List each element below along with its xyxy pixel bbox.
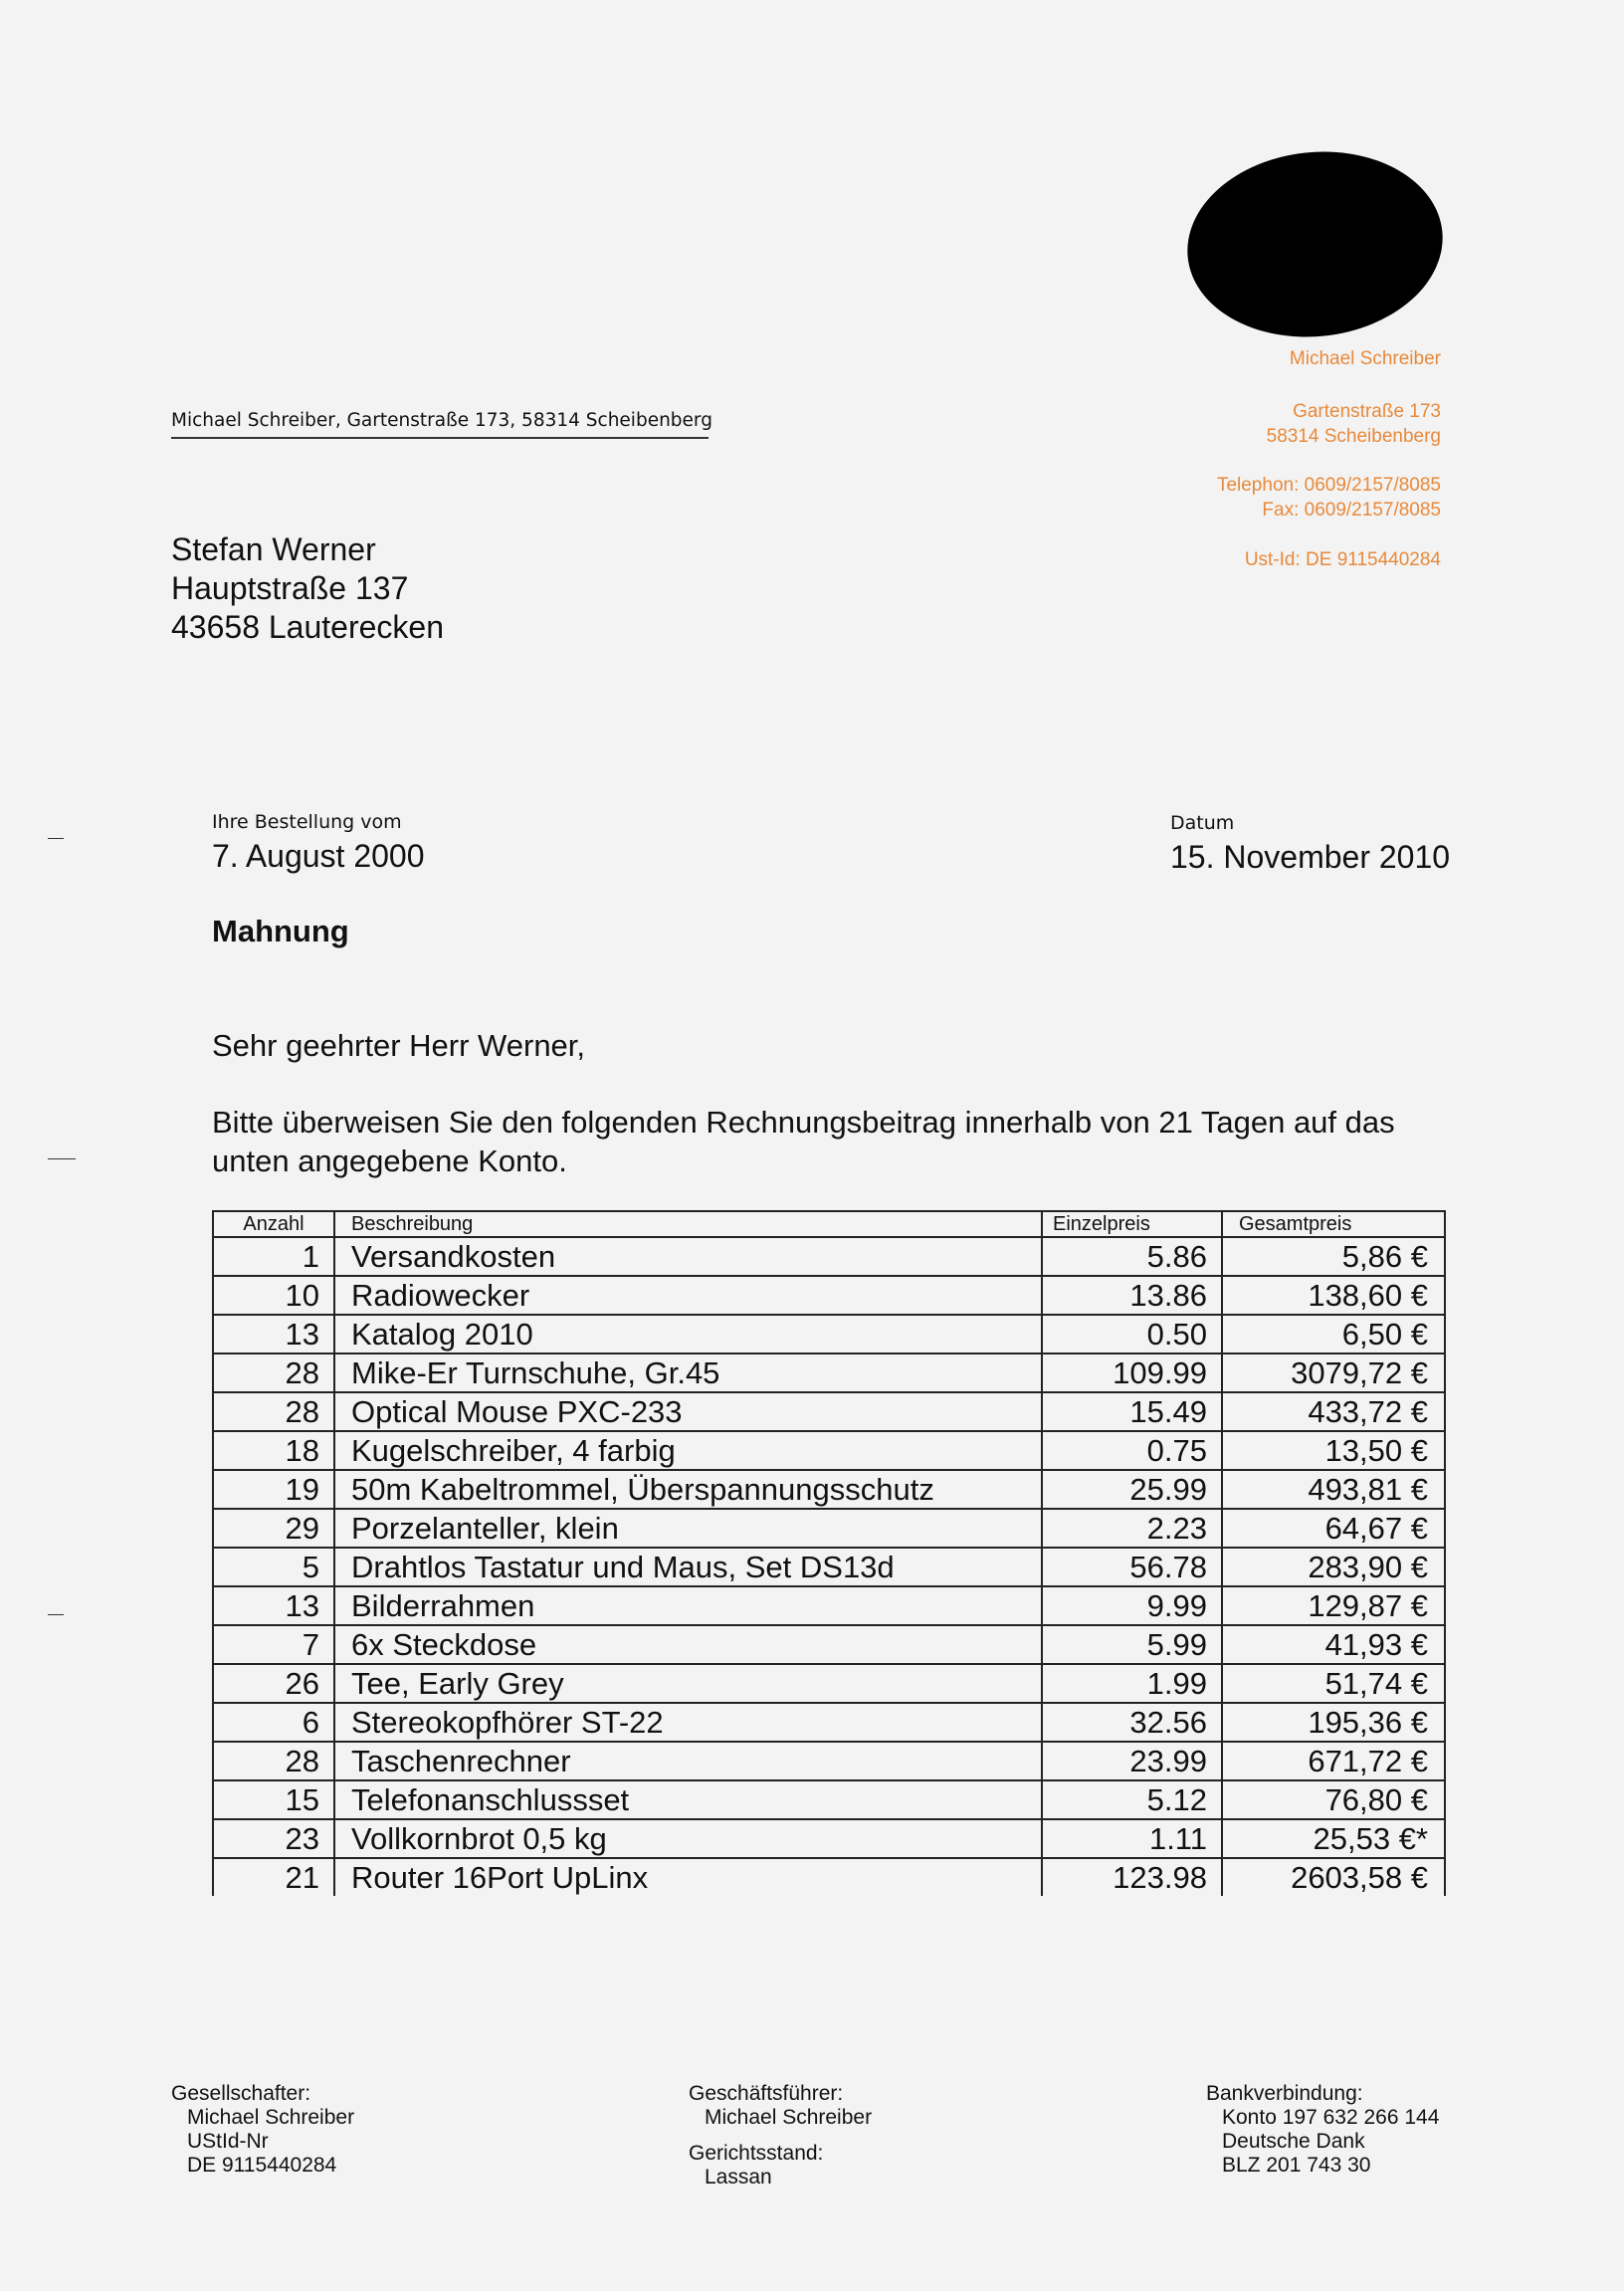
row-description: Stereokopfhörer ST-22	[334, 1703, 1042, 1742]
row-total-price: 2603,58 €	[1222, 1858, 1445, 1896]
bank-account: Konto 197 632 266 144	[1222, 2106, 1440, 2129]
row-description: Telefonanschlussset	[334, 1780, 1042, 1819]
footer-bank	[1206, 2082, 1439, 2178]
row-total-price: 76,80 €	[1222, 1780, 1445, 1819]
row-total-price: 433,72 €	[1222, 1392, 1445, 1431]
row-quantity: 21	[213, 1858, 334, 1896]
row-description: Porzelanteller, klein	[334, 1509, 1042, 1548]
row-description: Mike-Er Turnschuhe, Gr.45	[334, 1354, 1042, 1392]
header-total-price: Gesamtpreis	[1222, 1211, 1445, 1237]
row-total-price: 3079,72 €	[1222, 1354, 1445, 1392]
row-total-price: 283,90 €	[1222, 1548, 1445, 1586]
row-total-price: 13,50 €	[1222, 1431, 1445, 1470]
order-date: 7. August 2000	[212, 838, 425, 874]
row-quantity: 10	[213, 1276, 334, 1315]
row-total-price: 671,72 €	[1222, 1742, 1445, 1780]
header-unit-price: Einzelpreis	[1042, 1211, 1222, 1237]
row-unit-price: 0.75	[1042, 1431, 1222, 1470]
table-row	[213, 1819, 1445, 1858]
row-quantity: 13	[213, 1586, 334, 1625]
row-quantity: 13	[213, 1315, 334, 1354]
row-unit-price: 1.11	[1042, 1819, 1222, 1858]
row-quantity: 7	[213, 1625, 334, 1664]
row-unit-price: 13.86	[1042, 1276, 1222, 1315]
sender-street: Gartenstraße 173	[1293, 401, 1441, 422]
row-unit-price: 23.99	[1042, 1742, 1222, 1780]
partners-name: Michael Schreiber	[187, 2106, 355, 2129]
recipient-address	[171, 530, 444, 647]
table-row	[213, 1742, 1445, 1780]
table-row	[213, 1858, 1445, 1896]
row-quantity: 6	[213, 1703, 334, 1742]
sender-name: Michael Schreiber	[1289, 348, 1441, 369]
table-body	[213, 1237, 1445, 1896]
company-logo	[1178, 139, 1452, 349]
sender-fax: Fax: 0609/2157/8085	[1262, 500, 1441, 521]
row-description: Router 16Port UpLinx	[334, 1858, 1042, 1896]
document-date: 15. November 2010	[1170, 839, 1451, 875]
table-row	[213, 1315, 1445, 1354]
order-date-label: Ihre Bestellung vom	[212, 811, 402, 833]
sender-city: 58314 Scheibenberg	[1266, 426, 1441, 447]
table-row	[213, 1431, 1445, 1470]
fold-mark	[48, 838, 64, 839]
row-quantity: 26	[213, 1664, 334, 1703]
bank-label: Bankverbindung:	[1206, 2082, 1363, 2105]
fold-mark	[48, 1158, 76, 1159]
document-date-label: Datum	[1170, 812, 1235, 834]
row-total-price: 195,36 €	[1222, 1703, 1445, 1742]
row-quantity: 5	[213, 1548, 334, 1586]
return-address-line: Michael Schreiber, Gartenstraße 173, 58314 Scheibenberg	[171, 410, 709, 439]
row-unit-price: 2.23	[1042, 1509, 1222, 1548]
row-quantity: 28	[213, 1354, 334, 1392]
row-total-price: 64,67 €	[1222, 1509, 1445, 1548]
row-total-price: 5,86 €	[1222, 1237, 1445, 1276]
row-description: Drahtlos Tastatur und Maus, Set DS13d	[334, 1548, 1042, 1586]
table-row	[213, 1509, 1445, 1548]
row-description: Versandkosten	[334, 1237, 1042, 1276]
ustid-value: DE 9115440284	[187, 2154, 337, 2177]
row-total-price: 41,93 €	[1222, 1625, 1445, 1664]
fold-mark	[48, 1614, 64, 1615]
row-description: Optical Mouse PXC-233	[334, 1392, 1042, 1431]
recipient-name: Stefan Werner	[171, 531, 376, 567]
sender-vat-id: Ust-Id: DE 9115440284	[1244, 549, 1441, 570]
table-row	[213, 1276, 1445, 1315]
row-unit-price: 32.56	[1042, 1703, 1222, 1742]
footer-partners	[171, 2082, 354, 2178]
footer-management	[689, 2082, 872, 2189]
row-description: Bilderrahmen	[334, 1586, 1042, 1625]
salutation: Sehr geehrter Herr Werner,	[212, 1028, 586, 1063]
row-unit-price: 123.98	[1042, 1858, 1222, 1896]
row-unit-price: 9.99	[1042, 1586, 1222, 1625]
row-quantity: 1	[213, 1237, 334, 1276]
row-unit-price: 0.50	[1042, 1315, 1222, 1354]
row-unit-price: 5.86	[1042, 1237, 1222, 1276]
row-quantity: 28	[213, 1742, 334, 1780]
subject-heading: Mahnung	[212, 914, 349, 948]
table-row	[213, 1586, 1445, 1625]
row-total-price: 6,50 €	[1222, 1315, 1445, 1354]
row-unit-price: 5.99	[1042, 1625, 1222, 1664]
row-description: Kugelschreiber, 4 farbig	[334, 1431, 1042, 1470]
row-description: Katalog 2010	[334, 1315, 1042, 1354]
row-unit-price: 25.99	[1042, 1470, 1222, 1509]
row-description: 50m Kabeltrommel, Überspannungsschutz	[334, 1470, 1042, 1509]
row-total-price: 51,74 €	[1222, 1664, 1445, 1703]
row-description: Taschenrechner	[334, 1742, 1042, 1780]
table-row	[213, 1664, 1445, 1703]
table-row	[213, 1780, 1445, 1819]
partners-label: Gesellschafter:	[171, 2082, 311, 2105]
row-unit-price: 5.12	[1042, 1780, 1222, 1819]
table-row	[213, 1548, 1445, 1586]
row-total-price: 138,60 €	[1222, 1276, 1445, 1315]
row-total-price: 493,81 €	[1222, 1470, 1445, 1509]
row-quantity: 15	[213, 1780, 334, 1819]
row-unit-price: 109.99	[1042, 1354, 1222, 1392]
body-paragraph: Bitte überweisen Sie den folgenden Rechnungsbeitrag innerhalb von 21 Tagen auf das unten angegebene Konto.	[212, 1105, 1395, 1178]
invoice-table	[212, 1210, 1446, 1896]
table-row	[213, 1392, 1445, 1431]
row-quantity: 28	[213, 1392, 334, 1431]
row-description: Tee, Early Grey	[334, 1664, 1042, 1703]
row-quantity: 29	[213, 1509, 334, 1548]
table-row	[213, 1354, 1445, 1392]
row-total-price: 25,53 €*	[1222, 1819, 1445, 1858]
table-row	[213, 1237, 1445, 1276]
ustid-label: UStId-Nr	[187, 2130, 269, 2153]
row-total-price: 129,87 €	[1222, 1586, 1445, 1625]
recipient-city: 43658 Lauterecken	[171, 609, 444, 645]
ceo-name: Michael Schreiber	[705, 2106, 873, 2129]
bank-name: Deutsche Dank	[1222, 2130, 1365, 2153]
court-label: Gerichtsstand:	[689, 2142, 824, 2165]
row-unit-price: 15.49	[1042, 1392, 1222, 1431]
header-quantity: Anzahl	[213, 1211, 334, 1237]
row-description: Radiowecker	[334, 1276, 1042, 1315]
bank-blz: BLZ 201 743 30	[1222, 2154, 1371, 2177]
row-unit-price: 1.99	[1042, 1664, 1222, 1703]
table-header-row	[213, 1211, 1445, 1237]
row-quantity: 19	[213, 1470, 334, 1509]
row-quantity: 23	[213, 1819, 334, 1858]
row-description: Vollkornbrot 0,5 kg	[334, 1819, 1042, 1858]
court-value: Lassan	[705, 2166, 772, 2188]
table-row	[213, 1625, 1445, 1664]
row-unit-price: 56.78	[1042, 1548, 1222, 1586]
row-quantity: 18	[213, 1431, 334, 1470]
recipient-street: Hauptstraße 137	[171, 570, 409, 606]
header-description: Beschreibung	[334, 1211, 1042, 1237]
sender-phone: Telephon: 0609/2157/8085	[1216, 475, 1441, 496]
table-row	[213, 1703, 1445, 1742]
row-description: 6x Steckdose	[334, 1625, 1042, 1664]
ceo-label: Geschäftsführer:	[689, 2082, 844, 2105]
table-row	[213, 1470, 1445, 1509]
